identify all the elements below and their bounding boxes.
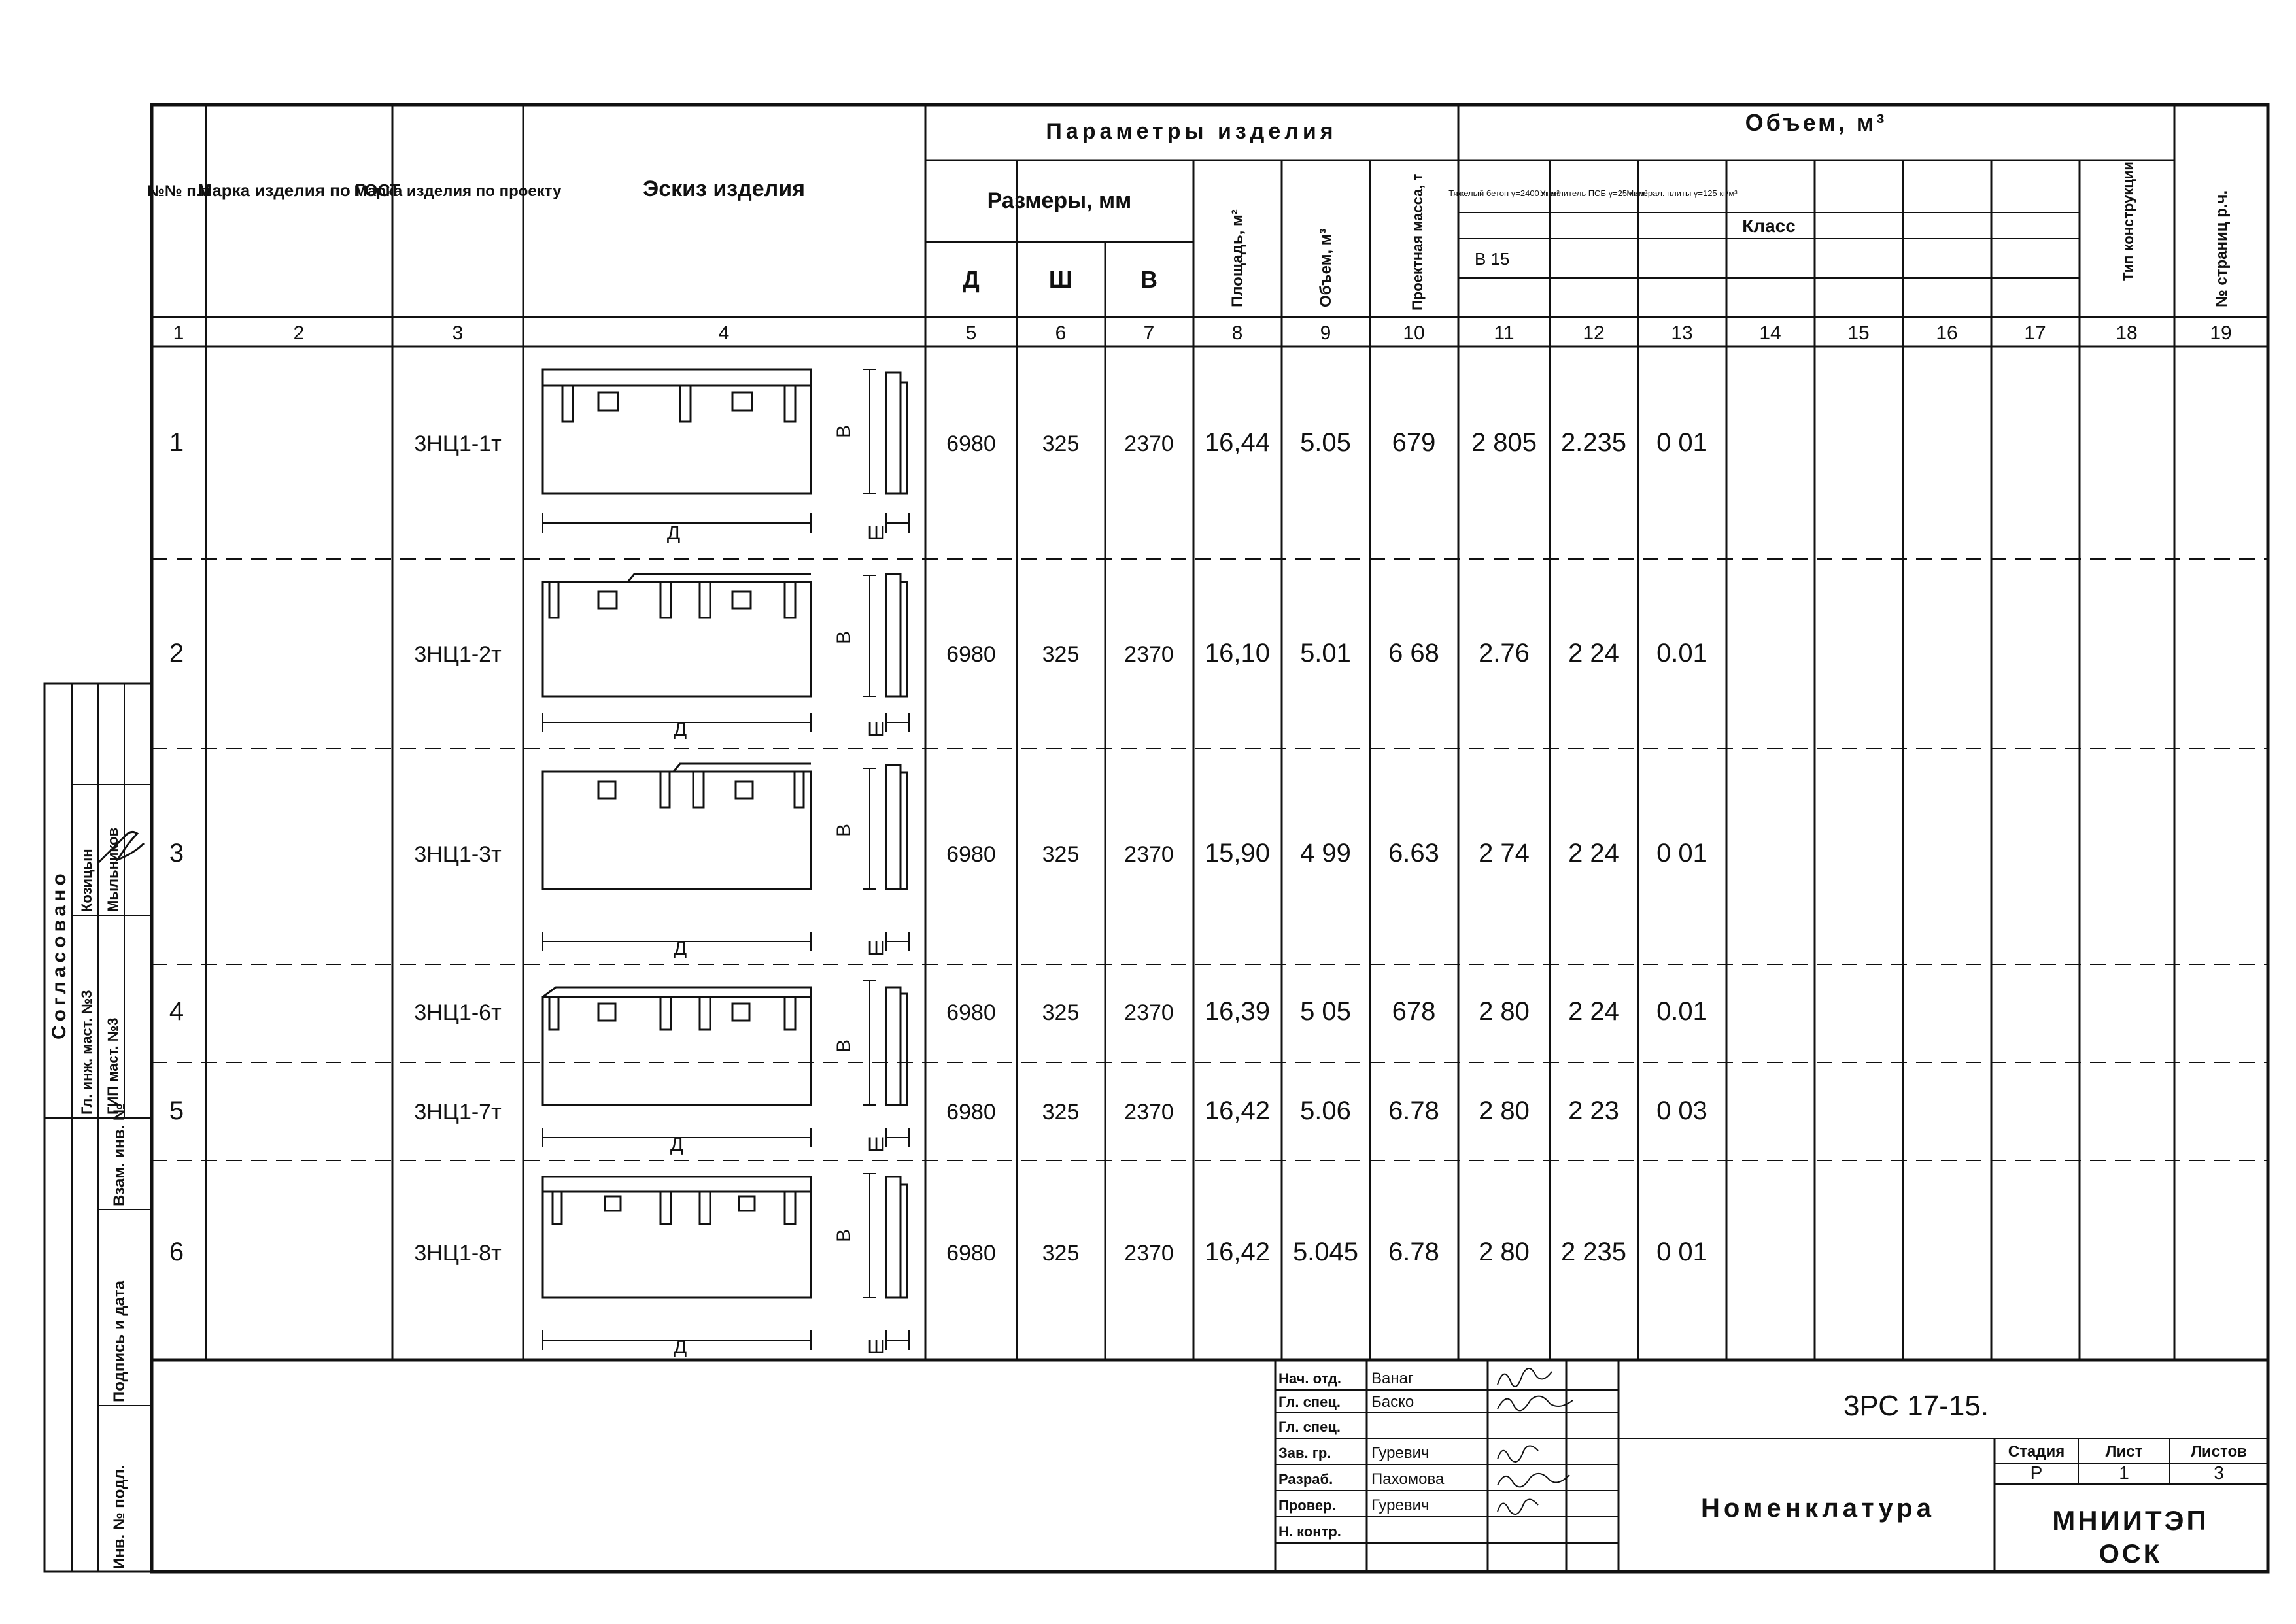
col-number: 14 [1759, 322, 1781, 344]
sheet-value: 1 [2119, 1463, 2129, 1483]
row-num: 4 [169, 997, 184, 1026]
row-v13: 0 01 [1656, 1238, 1707, 1266]
signer-name: Пахомова [1371, 1470, 1445, 1488]
row-h: 2370 [1124, 1100, 1174, 1125]
table-row [169, 839, 1707, 868]
row-v13: 0.01 [1656, 639, 1707, 668]
hdr-klass: Класс [1742, 216, 1796, 236]
col-number: 16 [1936, 322, 1958, 344]
row-v12: 2 24 [1568, 997, 1619, 1026]
signature-mark [1498, 1499, 1538, 1514]
col-number: 5 [965, 322, 977, 344]
row-mass: 679 [1392, 428, 1436, 457]
row-vol: 5.06 [1300, 1096, 1351, 1125]
dim-label-h: В [833, 823, 855, 837]
inv-podl-label: Инв. № подл. [111, 1464, 128, 1569]
row-mass: 6.78 [1388, 1096, 1439, 1125]
dim-label-h: В [833, 1228, 855, 1243]
sheets-label: Листов [2191, 1443, 2247, 1461]
row-mass: 6.78 [1388, 1238, 1439, 1266]
title-block [1275, 1360, 2268, 1572]
hdr-heavy: Тяжелый бетон γ=2400 кг/м³ [1448, 188, 1560, 198]
hdr-volume: Объем, м³ [1317, 228, 1335, 307]
sign-date-label: Подпись и дата [111, 1281, 128, 1402]
table-header [147, 109, 2232, 344]
row-v12: 2 235 [1560, 1238, 1627, 1266]
row-vol: 5.01 [1300, 639, 1351, 668]
row-mark: 3НЦ1-1т [414, 431, 502, 456]
row-mass: 6 68 [1388, 639, 1439, 668]
row-area: 16,42 [1204, 1096, 1271, 1125]
hdr-len: Д [963, 266, 980, 293]
row-h: 2370 [1124, 842, 1174, 867]
row-v12: 2.235 [1560, 428, 1627, 457]
col-number: 3 [452, 322, 464, 344]
row-num: 5 [169, 1096, 184, 1125]
hdr-mark-gost: Марка изделия по ГОСТ [197, 180, 400, 200]
stamp-roles [1278, 1370, 1341, 1540]
row-area: 15,90 [1204, 839, 1271, 868]
row-num: 1 [169, 428, 184, 457]
signature-mark [1498, 1368, 1552, 1387]
dim-label-d: Д [673, 719, 687, 740]
approval-role: ГИП маст. №3 [105, 1017, 121, 1115]
row-d: 6980 [946, 642, 996, 667]
row-v11: 2 80 [1479, 997, 1530, 1026]
dim-label-w: Ш [867, 938, 885, 959]
hdr-type: Тип конструкции [2120, 161, 2136, 281]
row-v11: 2 805 [1471, 428, 1537, 457]
row-h: 2370 [1124, 1241, 1174, 1266]
col-number: 13 [1671, 322, 1693, 344]
row-v12: 2 24 [1568, 839, 1619, 868]
signer-name: Баско [1371, 1393, 1414, 1411]
sketches [543, 369, 909, 1350]
hdr-page: № страниц р.ч. [2213, 190, 2231, 307]
row-w: 325 [1042, 842, 1080, 867]
signer-name: Гуревич [1371, 1497, 1430, 1514]
col-number: 8 [1231, 322, 1243, 344]
table-body [169, 428, 1707, 1266]
col-number: 11 [1494, 322, 1515, 344]
col-number: 1 [173, 322, 184, 344]
dim-label-w: Ш [867, 522, 885, 544]
row-area: 16,39 [1204, 997, 1271, 1026]
row-num: 2 [169, 639, 184, 668]
row-mark: 3НЦ1-2т [414, 642, 502, 667]
col-number: 4 [718, 322, 730, 344]
row-v11: 2 80 [1479, 1096, 1530, 1125]
row-w: 325 [1042, 1000, 1080, 1025]
signer-role: Гл. спец. [1278, 1394, 1341, 1410]
row-mark: 3НЦ1-7т [414, 1100, 502, 1125]
row-d: 6980 [946, 1000, 996, 1025]
approval-name: Мыльников [105, 827, 121, 912]
stage-value: Р [2030, 1463, 2043, 1483]
panel-sketch [543, 981, 909, 1147]
col-number: 7 [1143, 322, 1155, 344]
sheets-value: 3 [2214, 1463, 2224, 1483]
sheet-label: Лист [2105, 1443, 2143, 1461]
col-number: 15 [1847, 322, 1870, 344]
hdr-area: Площадь, м² [1229, 209, 1246, 307]
signature-mark [1498, 1446, 1538, 1463]
hdr-sketch: Эскиз изделия [643, 177, 805, 201]
table-row [169, 428, 1707, 457]
dim-label-w: Ш [867, 719, 885, 740]
row-d: 6980 [946, 1241, 996, 1266]
dim-label-h: В [833, 424, 855, 439]
panel-sketch [543, 764, 909, 951]
row-mass: 6.63 [1388, 839, 1439, 868]
signer-name: Гуревич [1371, 1444, 1430, 1462]
dim-label-w: Ш [867, 1134, 885, 1155]
hdr-hgt: В [1140, 266, 1157, 293]
hdr-sizes: Размеры, мм [987, 188, 1132, 213]
row-mark: 3НЦ1-6т [414, 1000, 502, 1025]
hdr-params: Параметры изделия [1046, 119, 1337, 144]
table-row [169, 997, 1707, 1026]
row-v12: 2 24 [1568, 639, 1619, 668]
row-h: 2370 [1124, 431, 1174, 456]
dim-label-d: Д [670, 1134, 684, 1155]
row-mark: 3НЦ1-8т [414, 1241, 502, 1266]
row-num: 6 [169, 1238, 184, 1266]
approved-label: Согласовано [48, 870, 70, 1040]
row-v13: 0.01 [1656, 997, 1707, 1026]
signer-role: Н. контр. [1278, 1523, 1341, 1540]
hdr-num: №№ п.п [147, 182, 210, 200]
approval-role: Гл. инж. маст. №3 [78, 990, 95, 1115]
row-v13: 0 01 [1656, 839, 1707, 868]
signature-mark [1498, 1474, 1569, 1487]
stamp-names [1371, 1370, 1445, 1514]
signer-role: Гл. спец. [1278, 1419, 1341, 1435]
table-row [169, 1096, 1707, 1125]
col-number: 12 [1583, 322, 1605, 344]
col-number: 10 [1403, 322, 1425, 344]
signer-role: Зав. гр. [1278, 1445, 1331, 1461]
approval-name: Козицын [78, 849, 95, 912]
org-name: МНИИТЭП [2052, 1505, 2209, 1536]
row-vol: 4 99 [1300, 839, 1351, 868]
column-numbers [173, 322, 2232, 344]
panel-sketch [543, 574, 909, 732]
drawing-title: Номенклатура [1701, 1494, 1935, 1523]
row-vol: 5 05 [1300, 997, 1351, 1026]
row-vol: 5.045 [1292, 1238, 1359, 1266]
row-d: 6980 [946, 842, 996, 867]
frame [44, 105, 2268, 1572]
side-strip [48, 828, 144, 1569]
row-mark: 3НЦ1-3т [414, 842, 502, 867]
row-v12: 2 23 [1568, 1096, 1619, 1125]
hdr-mass: Проектная масса, т [1409, 173, 1426, 311]
row-num: 3 [169, 839, 184, 868]
dim-label-w: Ш [867, 1336, 885, 1358]
drawing-code: 3РС 17-15. [1843, 1390, 1989, 1422]
hdr-mineral: Минерал. плиты γ=125 кг/м³ [1626, 188, 1738, 198]
dim-label-d: Д [666, 522, 681, 544]
stage-label: Стадия [2008, 1443, 2065, 1461]
table-grid [152, 105, 2268, 1360]
dim-label-d: Д [673, 1336, 687, 1358]
dim-label-d: Д [673, 938, 687, 959]
row-vol: 5.05 [1300, 428, 1351, 457]
signer-role: Нач. отд. [1278, 1370, 1342, 1387]
signature-mark [1498, 1396, 1573, 1411]
row-w: 325 [1042, 1100, 1080, 1125]
hdr-wid: Ш [1048, 266, 1073, 293]
col-number: 6 [1055, 322, 1067, 344]
col-number: 19 [2210, 322, 2232, 344]
col-number: 2 [293, 322, 305, 344]
table-row [169, 639, 1707, 668]
row-w: 325 [1042, 1241, 1080, 1266]
col-number: 18 [2116, 322, 2138, 344]
row-w: 325 [1042, 431, 1080, 456]
replace-inv-label: Взам. инв. № [111, 1103, 128, 1206]
row-w: 325 [1042, 642, 1080, 667]
row-h: 2370 [1124, 1000, 1174, 1025]
panel-sketch [543, 1174, 909, 1350]
row-v11: 2 80 [1479, 1238, 1530, 1266]
signer-name: Ванаг [1371, 1370, 1414, 1387]
row-area: 16,42 [1204, 1238, 1271, 1266]
row-v13: 0 01 [1656, 428, 1707, 457]
panel-sketch [543, 369, 909, 533]
dim-label-h: В [833, 630, 855, 645]
dim-label-h: В [833, 1039, 855, 1053]
row-v13: 0 03 [1656, 1096, 1707, 1125]
table-row [169, 1238, 1707, 1266]
row-area: 16,44 [1204, 428, 1271, 457]
col-number: 9 [1320, 322, 1331, 344]
hdr-b15: В 15 [1475, 249, 1510, 269]
row-d: 6980 [946, 431, 996, 456]
row-mass: 678 [1392, 997, 1436, 1026]
signer-role: Провер. [1278, 1497, 1336, 1514]
hdr-mark-proj: Марка изделия по проекту [354, 182, 562, 200]
row-v11: 2 74 [1479, 839, 1530, 868]
col-number: 17 [2024, 322, 2046, 344]
row-d: 6980 [946, 1100, 996, 1125]
signer-role: Разраб. [1278, 1471, 1333, 1487]
hdr-volume-group: Объем, м³ [1745, 109, 1887, 136]
hdr-insul: Утеплитель ПСБ γ=25 кг/м³ [1539, 188, 1648, 198]
row-h: 2370 [1124, 642, 1174, 667]
row-area: 16,10 [1204, 639, 1271, 668]
org-dept: ОСК [2099, 1540, 2163, 1568]
row-v11: 2.76 [1479, 639, 1530, 668]
